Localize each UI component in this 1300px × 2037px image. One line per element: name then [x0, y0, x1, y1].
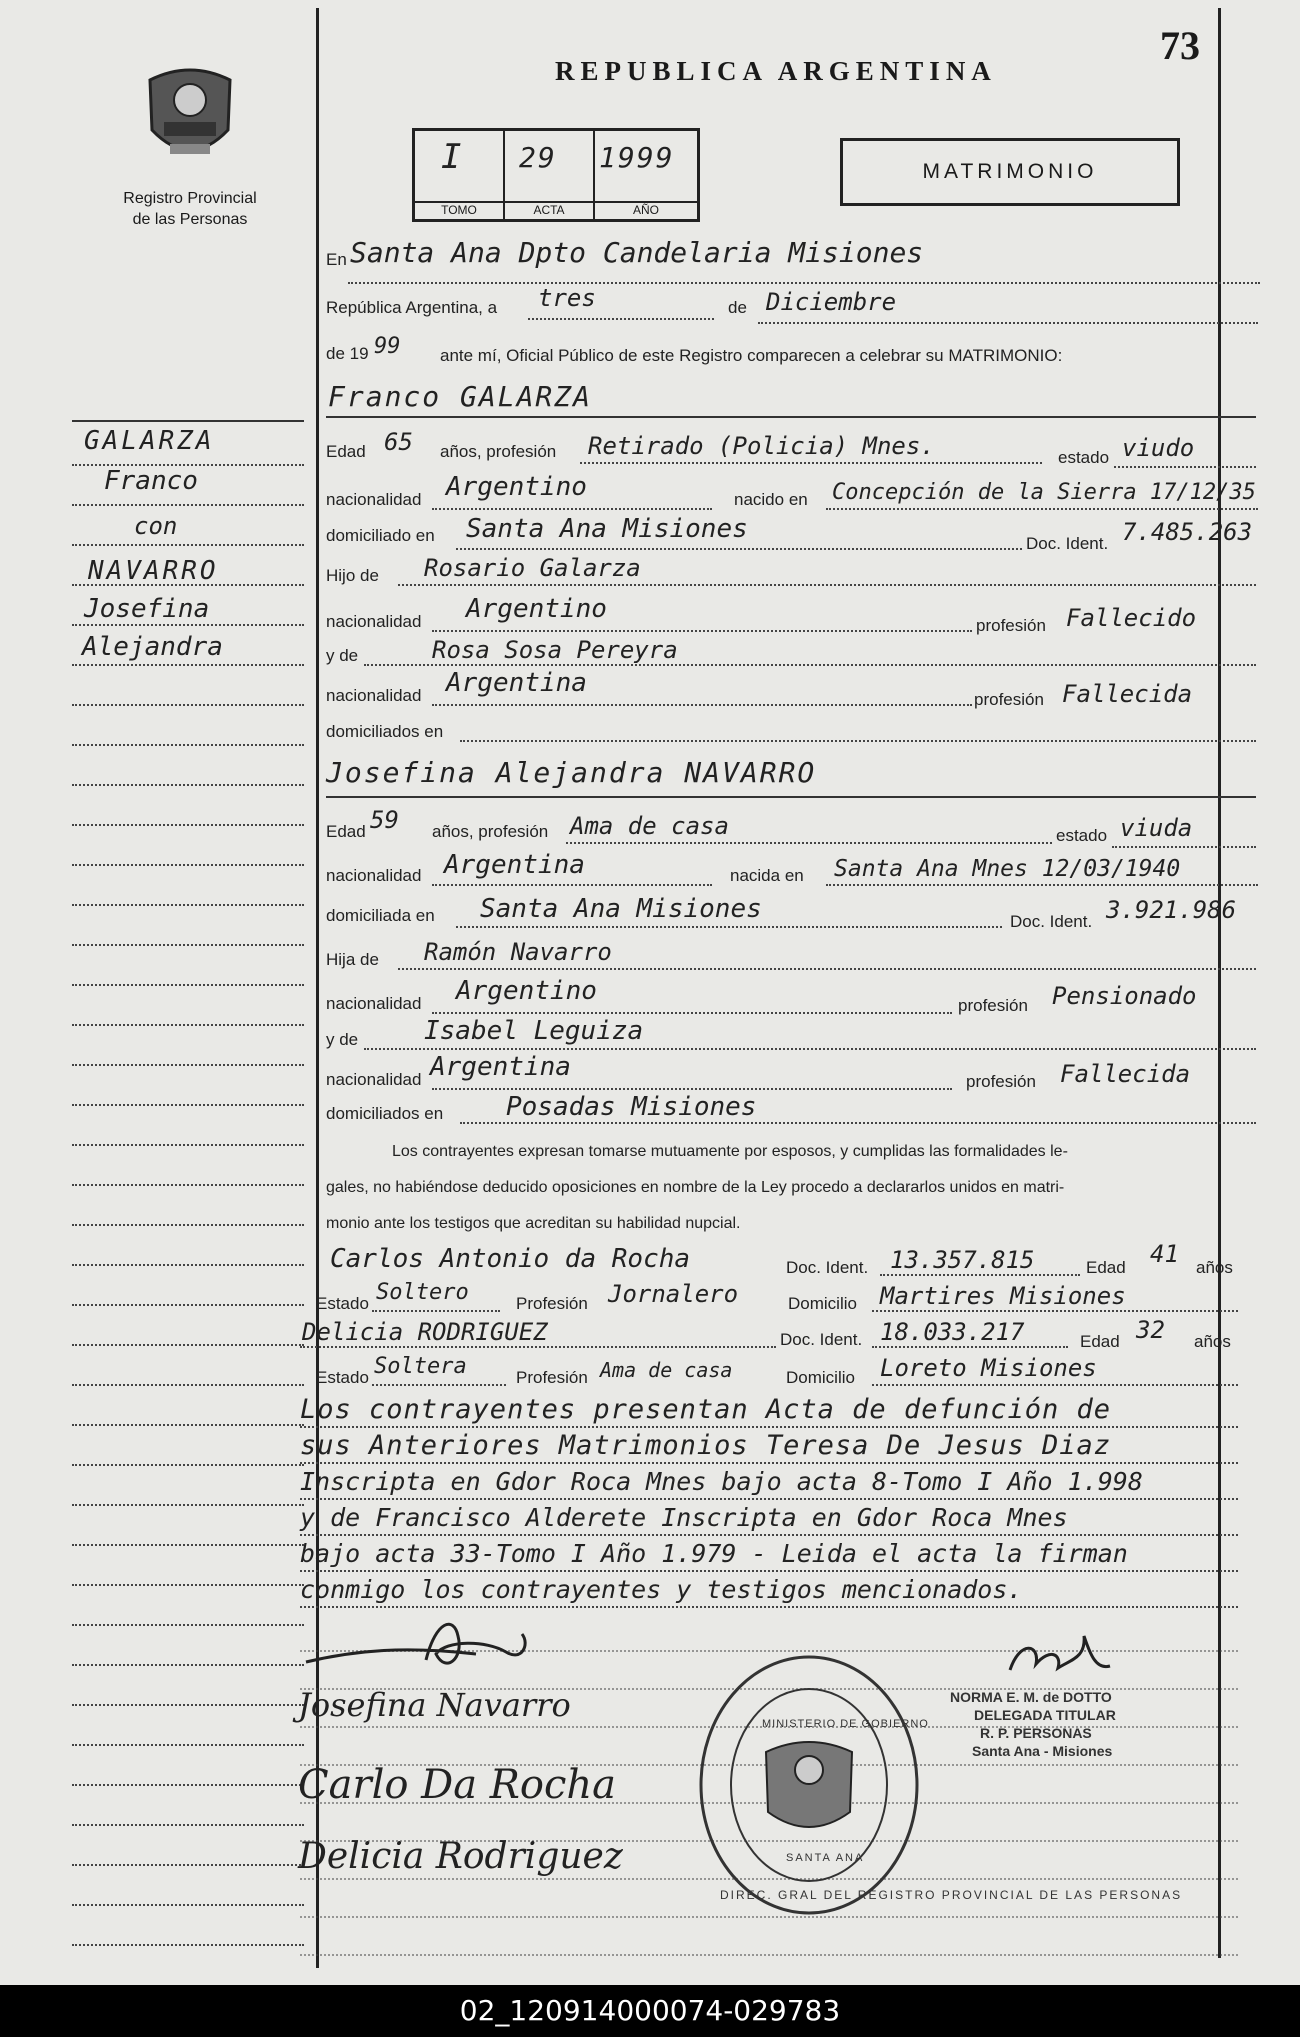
page-title: REPUBLICA ARGENTINA	[555, 56, 997, 86]
margin-rule	[72, 824, 304, 826]
rule	[872, 1384, 1238, 1386]
margin-rule	[72, 1544, 304, 1546]
margin-rule	[72, 1824, 304, 1826]
registry-stamp	[696, 1652, 922, 1918]
official-signature	[1000, 1630, 1120, 1690]
anio-cell	[595, 131, 697, 219]
ante-text: ante mí, Oficial Público de este Registro comparecen a celebrar su MATRIMONIO:	[440, 346, 1063, 365]
witness2-estado-label: Estado	[316, 1368, 369, 1387]
witness1-doc: 13.357.815	[890, 1246, 1035, 1274]
margin-rule	[72, 1344, 304, 1346]
margin-rule	[72, 1264, 304, 1266]
groom-father-prof-label: profesión	[976, 616, 1046, 635]
margin-rule	[72, 864, 304, 866]
rule	[460, 1122, 1256, 1124]
bride-profession: Ama de casa	[570, 812, 729, 840]
declaration-line1: Los contrayentes expresan tomarse mutuamente por esposos, y cumplidas las formalidades le-	[392, 1143, 1068, 1160]
rule	[432, 704, 972, 706]
margin-name-bride: Josefina	[84, 594, 210, 624]
groom-estado: viudo	[1122, 434, 1195, 462]
witness1-prof: Jornalero	[608, 1280, 739, 1308]
margin-rule	[72, 904, 304, 906]
witness1-age: 41	[1150, 1240, 1179, 1268]
rule	[326, 416, 1256, 418]
margin-rule	[72, 1224, 304, 1226]
anio-value: 1999	[599, 141, 675, 174]
margin-rule	[72, 1704, 304, 1706]
rule	[528, 318, 714, 320]
en-label: En	[326, 250, 347, 269]
margin-surname-bride: NAVARRO	[88, 556, 219, 586]
bride-estado-label: estado	[1056, 826, 1108, 845]
groom-yde-label: y de	[326, 646, 359, 665]
margin-rule	[72, 1424, 304, 1426]
registry-label	[90, 188, 290, 230]
groom-mother-prof-label: profesión	[974, 690, 1044, 709]
note-line-1: Los contrayentes presentan Acta de defunción de	[300, 1394, 1112, 1425]
note-line-5: bajo acta 33-Tomo I Año 1.979 - Leida el acta la firman	[300, 1539, 1128, 1568]
rule	[580, 462, 1042, 464]
rule	[432, 884, 712, 886]
year-prefix: de 19	[326, 344, 369, 363]
rule	[456, 926, 1002, 928]
groom-mother-nat-label: nacionalidad	[326, 686, 422, 705]
margin-rule	[72, 1584, 304, 1586]
witness2-profesion-label: Profesión	[516, 1368, 588, 1387]
groom-profesion-label: años, profesión	[440, 442, 557, 461]
groom-father-nat: Argentino	[466, 594, 607, 624]
witness1-edad-label: Edad	[1086, 1258, 1126, 1277]
margin-rule	[72, 784, 304, 786]
bride-domicile: Santa Ana Misiones	[480, 894, 762, 924]
rule	[872, 1310, 1238, 1312]
witness2-anos-label: años	[1194, 1332, 1231, 1351]
margin-rule	[72, 1384, 304, 1386]
bride-estado: viuda	[1120, 814, 1193, 842]
note-rule	[300, 1570, 1238, 1572]
margin-rule	[72, 944, 304, 946]
registry-line1: Registro Provincial	[123, 190, 257, 207]
bride-nacionalidad-label: nacionalidad	[326, 866, 422, 885]
acta-label: ACTA	[505, 201, 593, 217]
bride-name: Josefina Alejandra NAVARRO	[326, 756, 817, 789]
witness2-doc: 18.033.217	[880, 1318, 1025, 1346]
declaration-line3: monio ante los testigos que acreditan su habilidad nupcial.	[326, 1215, 741, 1232]
margin-name2-bride: Alejandra	[82, 632, 223, 662]
stamp-ring-text: DIREC. GRAL DEL REGISTRO PROVINCIAL DE LAS PERSONAS	[720, 1888, 1183, 1902]
right-frame-line	[1218, 8, 1221, 1958]
republica-label: República Argentina, a	[326, 298, 498, 317]
witness1-anos-label: años	[1196, 1258, 1233, 1277]
note-rule	[300, 1462, 1238, 1464]
groom-mother-nat: Argentina	[446, 668, 587, 698]
groom-birth: Concepción de la Sierra 17/12/35	[832, 480, 1256, 505]
note-rule	[300, 1606, 1238, 1608]
groom-domicile: Santa Ana Misiones	[466, 514, 748, 544]
official-office: R. P. PERSONAS	[980, 1725, 1092, 1741]
rule	[460, 740, 1256, 742]
coat-of-arms-logo	[140, 60, 240, 172]
witness1-estado: Soltero	[376, 1280, 469, 1305]
margin-con: con	[134, 512, 178, 540]
tomo-acta-anio-box	[412, 128, 700, 222]
rule	[326, 796, 1256, 798]
rule	[826, 884, 1258, 886]
rule	[432, 1088, 952, 1090]
intro-place: Santa Ana Dpto Candelaria Misiones	[350, 236, 924, 269]
margin-rule	[72, 1664, 304, 1666]
margin-rule	[72, 1904, 304, 1906]
rule	[398, 968, 1256, 970]
witness1-signature: Carlo Da Rocha	[298, 1762, 617, 1808]
groom-doc-label: Doc. Ident.	[1026, 534, 1109, 553]
tomo-cell	[415, 131, 505, 219]
official-title: DELEGADA TITULAR	[974, 1707, 1116, 1723]
year-suffix: 99	[374, 334, 401, 359]
official-location: Santa Ana - Misiones	[972, 1743, 1113, 1759]
note-line-4: y de Francisco Alderete Inscripta en Gdor Roca Mnes	[300, 1503, 1068, 1532]
rule	[1112, 846, 1256, 848]
bride-father: Ramón Navarro	[424, 938, 612, 966]
bride-father-nat-label: nacionalidad	[326, 994, 422, 1013]
document-type: MATRIMONIO	[922, 160, 1098, 183]
groom-mother: Rosa Sosa Pereyra	[432, 636, 678, 664]
tomo-value: I	[441, 137, 464, 177]
bride-mother-prof: Fallecida	[1060, 1060, 1191, 1088]
declaration	[326, 1134, 1242, 1242]
groom-domiciliado-label: domiciliado en	[326, 526, 435, 545]
note-line-3: Inscripta en Gdor Roca Mnes bajo acta 8-Tomo I Año 1.998	[300, 1467, 1143, 1496]
rule	[432, 630, 972, 632]
rule	[364, 1048, 1256, 1050]
rule	[300, 1346, 776, 1348]
bride-domiciliada-label: domiciliada en	[326, 906, 435, 925]
margin-rule	[72, 1304, 304, 1306]
witness1-doc-label: Doc. Ident.	[786, 1258, 869, 1277]
rule	[1114, 466, 1256, 468]
margin-rule	[72, 1104, 304, 1106]
acta-value: 29	[519, 141, 557, 174]
registry-line2: de las Personas	[132, 211, 248, 228]
margin-rule	[72, 1864, 304, 1866]
margin-rule	[72, 1624, 304, 1626]
bride-age: 59	[370, 806, 399, 834]
witness1-name: Carlos Antonio da Rocha	[330, 1244, 691, 1274]
bride-mother-nat-label: nacionalidad	[326, 1070, 422, 1089]
bride-nationality: Argentina	[444, 850, 585, 880]
bride-mother-nat: Argentina	[430, 1052, 571, 1082]
official-block	[950, 1688, 1116, 1760]
witness2-estado: Soltera	[374, 1354, 467, 1379]
bride-hija-label: Hija de	[326, 950, 379, 969]
groom-age: 65	[384, 428, 413, 456]
margin-rule	[72, 1064, 304, 1066]
margin-name-groom: Franco	[104, 466, 198, 496]
witness2-age: 32	[1136, 1316, 1165, 1344]
bride-mother: Isabel Leguiza	[424, 1016, 644, 1046]
signature-rule	[300, 1954, 1238, 1956]
groom-profession: Retirado (Policia) Mnes.	[588, 432, 935, 460]
groom-father-prof: Fallecido	[1066, 604, 1197, 632]
rule	[364, 664, 1256, 666]
witness1-profesion-label: Profesión	[516, 1294, 588, 1313]
rule	[566, 842, 1052, 844]
margin-rule	[72, 1944, 304, 1946]
margin-rule	[72, 1784, 304, 1786]
note-line-6: conmigo los contrayentes y testigos mencionados.	[300, 1575, 1023, 1604]
bride-yde-label: y de	[326, 1030, 359, 1049]
bride-father-prof: Pensionado	[1052, 982, 1197, 1010]
stamp-bottom-text: SANTA ANA	[786, 1852, 865, 1864]
stamp-inner-text: MINISTERIO DE GOBIERNO	[762, 1718, 929, 1730]
notes-block	[300, 1392, 1143, 1608]
rule	[758, 322, 1258, 324]
rule	[372, 1310, 500, 1312]
groom-signature	[296, 1610, 556, 1680]
page-number: 73	[1160, 23, 1200, 68]
witness2-prof: Ama de casa	[600, 1358, 733, 1382]
groom-hijo-label: Hijo de	[326, 566, 379, 585]
margin-rule	[72, 984, 304, 986]
witness2-domicilio-label: Domicilio	[786, 1368, 855, 1387]
groom-name: Franco GALARZA	[328, 380, 593, 413]
bride-parents-domicile: Posadas Misiones	[506, 1092, 757, 1122]
bride-signature: Josefina Navarro	[298, 1686, 571, 1724]
rule	[826, 508, 1258, 510]
margin-rule	[72, 1464, 304, 1466]
groom-edad-label: Edad	[326, 442, 366, 461]
margin-rule	[72, 664, 304, 666]
document-type-box	[840, 138, 1180, 206]
groom-father-nat-label: nacionalidad	[326, 612, 422, 631]
bride-father-prof-label: profesión	[958, 996, 1028, 1015]
witness2-edad-label: Edad	[1080, 1332, 1120, 1351]
witness1-estado-label: Estado	[316, 1294, 369, 1313]
margin-rule	[72, 1504, 304, 1506]
note-rule	[300, 1426, 1238, 1428]
bride-mother-prof-label: profesión	[966, 1072, 1036, 1091]
declaration-line2: gales, no habiéndose deducido oposiciones en nombre de la Ley procedo a declararlos unidos en matri-	[326, 1179, 1065, 1196]
margin-rule	[72, 704, 304, 706]
bride-domiciliados-label: domiciliados en	[326, 1104, 444, 1123]
bride-nacida-label: nacida en	[730, 866, 804, 885]
groom-mother-prof: Fallecida	[1062, 680, 1193, 708]
groom-nacionalidad-label: nacionalidad	[326, 490, 422, 509]
bride-profesion-label: años, profesión	[432, 822, 549, 841]
margin-rule	[72, 1184, 304, 1186]
margin-rule	[72, 544, 304, 546]
witness2-signature: Delicia Rodriguez	[298, 1836, 623, 1877]
margin-rule	[72, 1744, 304, 1746]
margin-rule	[72, 420, 304, 422]
groom-nacido-label: nacido en	[734, 490, 808, 509]
witness2-doc-label: Doc. Ident.	[780, 1330, 863, 1349]
intro-day: tres	[538, 284, 596, 312]
bride-birth: Santa Ana Mnes 12/03/1940	[834, 856, 1181, 882]
rule	[398, 584, 1256, 586]
de-label: de	[728, 298, 747, 317]
rule	[432, 1012, 952, 1014]
margin-rule	[72, 744, 304, 746]
bride-doc: 3.921.986	[1106, 896, 1237, 924]
tomo-label: TOMO	[415, 201, 503, 217]
rule	[348, 282, 1260, 284]
groom-domiciliados-label: domiciliados en	[326, 722, 444, 741]
note-line-2: sus Anteriores Matrimonios Teresa De Jesus Diaz	[300, 1430, 1112, 1461]
witness2-name: Delicia RODRIGUEZ	[302, 1318, 548, 1346]
rule	[432, 508, 712, 510]
intro-month: Diciembre	[766, 288, 897, 316]
witness1-domicilio-label: Domicilio	[788, 1294, 857, 1313]
rule	[872, 1346, 1068, 1348]
bride-doc-label: Doc. Ident.	[1010, 912, 1093, 931]
official-name: NORMA E. M. de DOTTO	[950, 1689, 1112, 1705]
margin-surname-groom: GALARZA	[84, 426, 215, 456]
margin-rule	[72, 1024, 304, 1026]
groom-father: Rosario Galarza	[424, 554, 641, 582]
rule	[880, 1274, 1080, 1276]
bride-edad-label: Edad	[326, 822, 366, 841]
groom-nationality: Argentino	[446, 472, 587, 502]
note-rule	[300, 1498, 1238, 1500]
groom-estado-label: estado	[1058, 448, 1110, 467]
bride-father-nat: Argentino	[456, 976, 597, 1006]
margin-rule	[72, 1144, 304, 1146]
margin-rule	[72, 624, 304, 626]
note-rule	[300, 1534, 1238, 1536]
anio-label: AÑO	[595, 201, 697, 217]
rule	[372, 1384, 506, 1386]
margin-rule	[72, 504, 304, 506]
witness2-dom: Loreto Misiones	[880, 1354, 1097, 1382]
acta-cell	[505, 131, 595, 219]
groom-doc: 7.485.263	[1122, 518, 1253, 546]
footer-code: 02_120914000074-029783	[0, 1985, 1300, 2037]
rule	[456, 548, 1022, 550]
witness1-dom: Martires Misiones	[880, 1282, 1126, 1310]
